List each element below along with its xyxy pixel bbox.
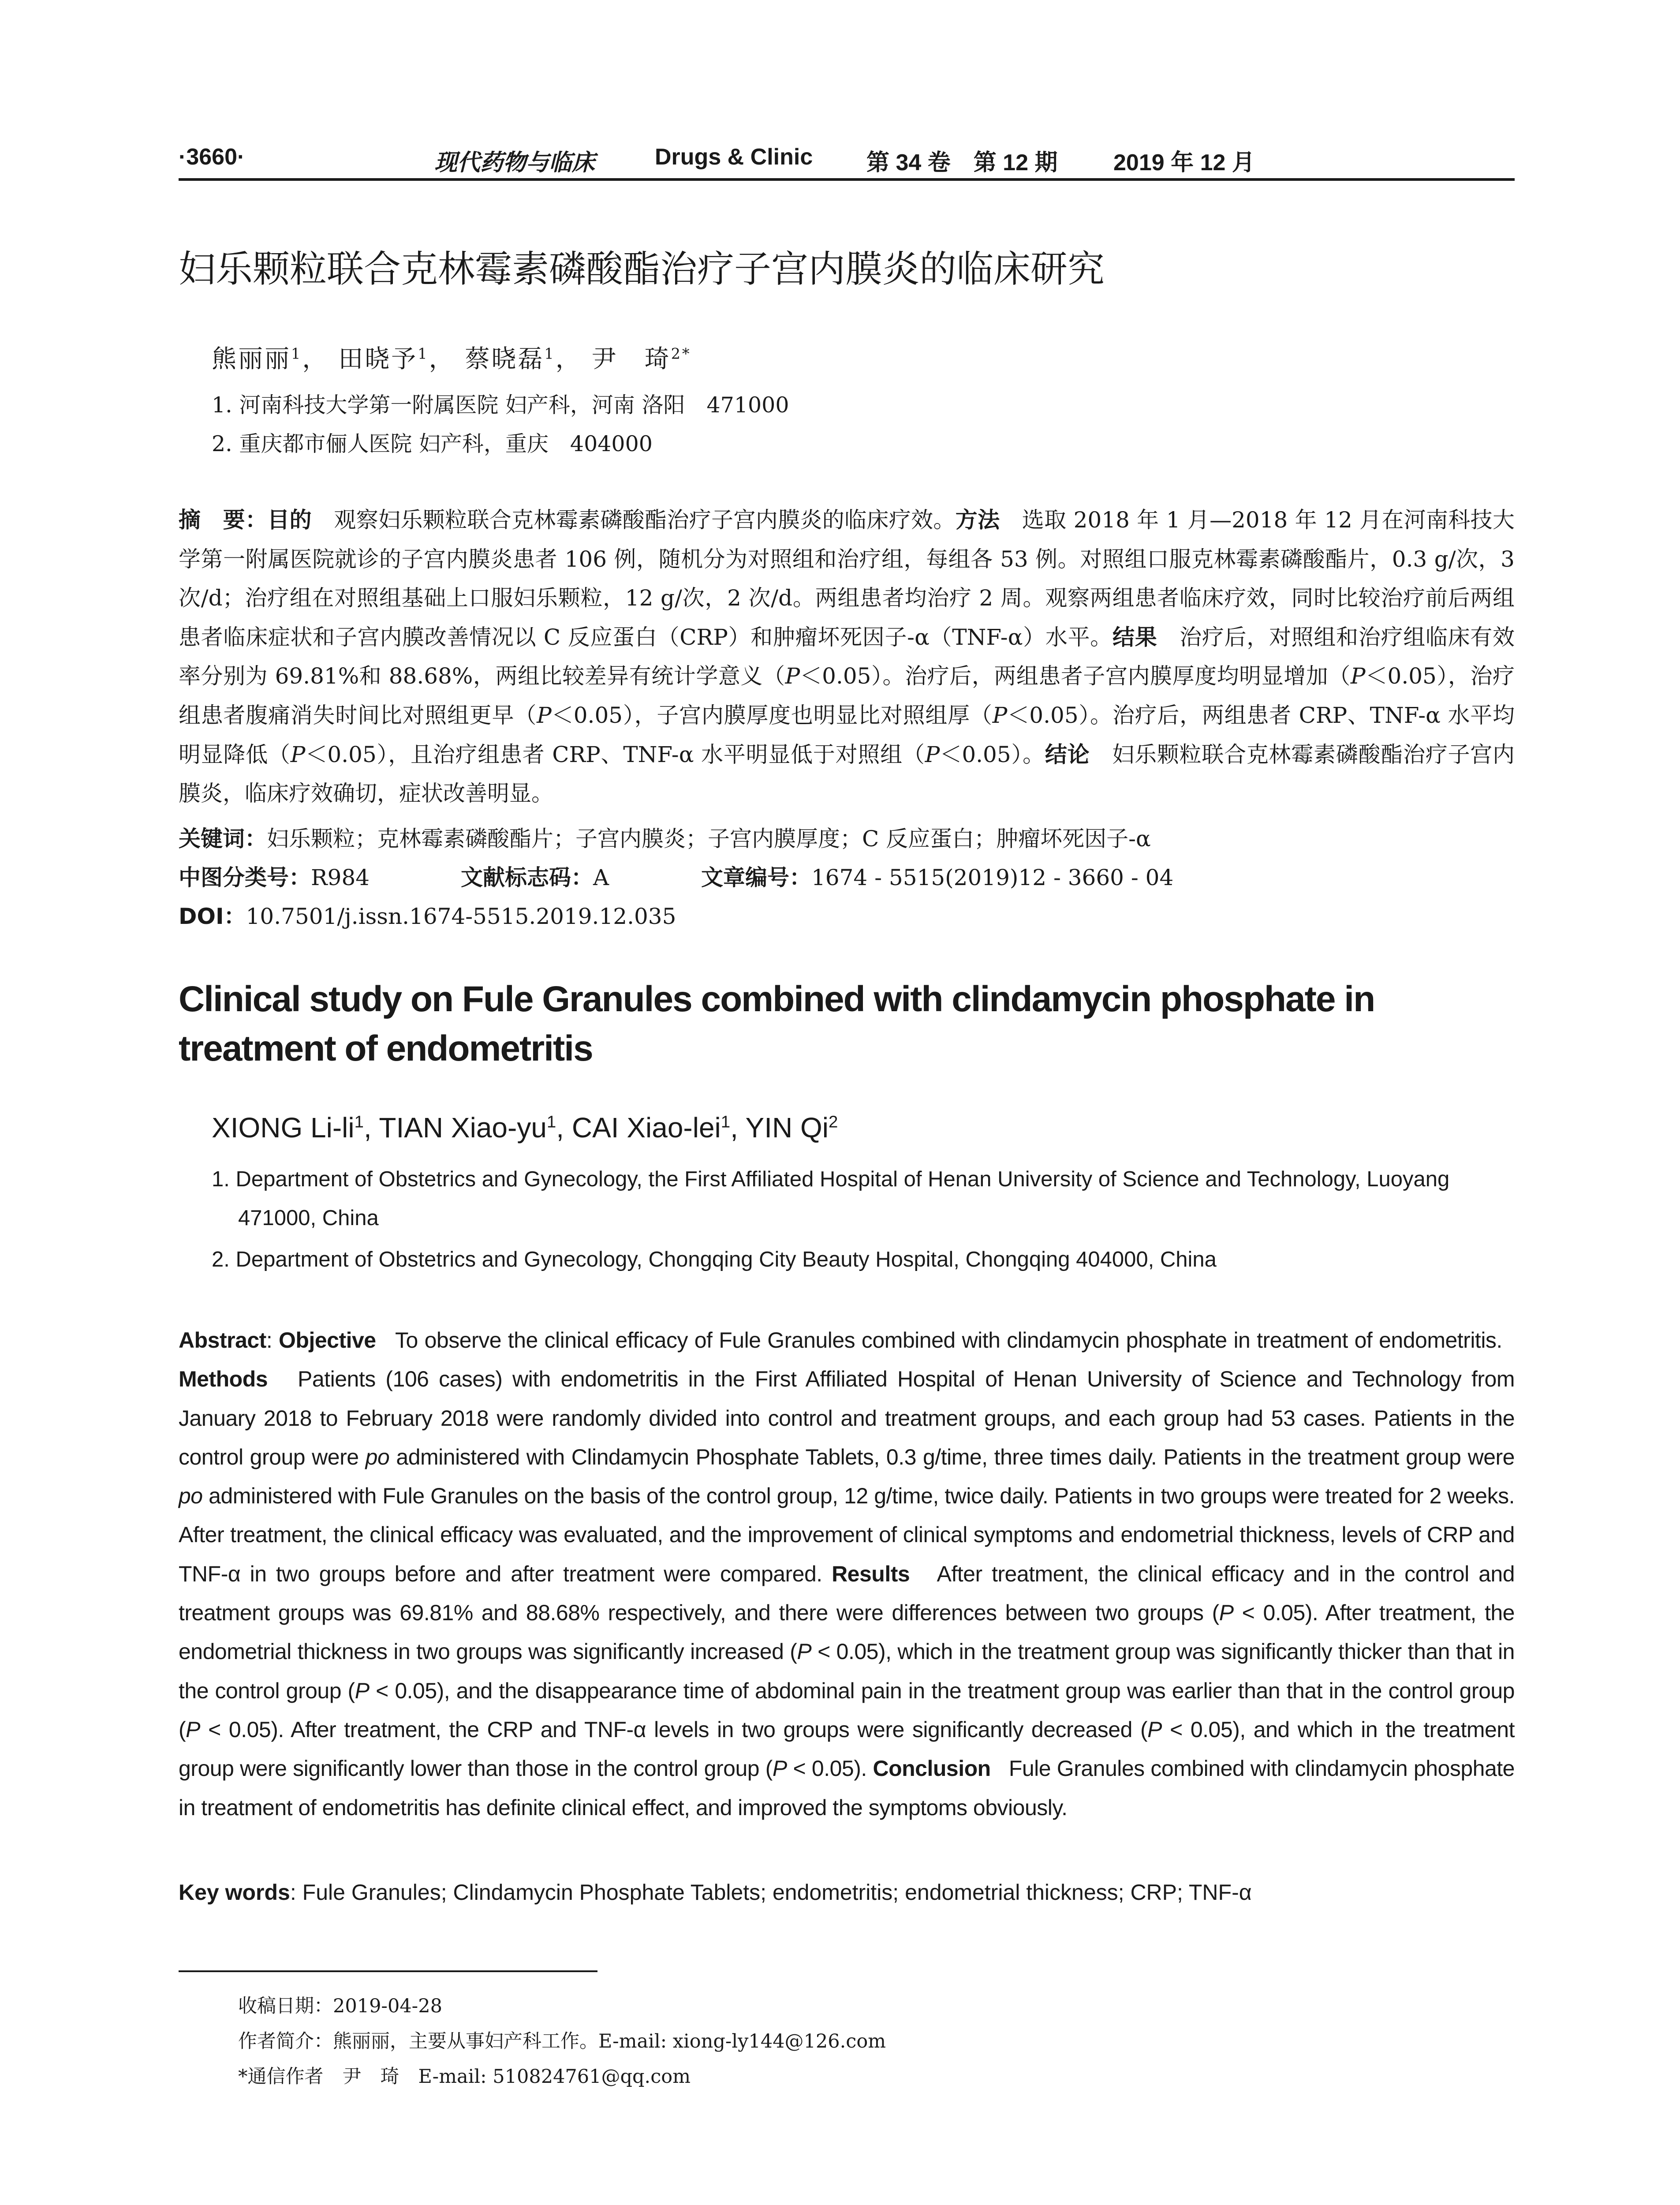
results-text: ＜0.05），子宫内膜厚度也明显比对照组厚（	[551, 702, 993, 728]
conclusion-label: Conclusion	[873, 1756, 991, 1781]
p-value-symbol: P	[186, 1717, 201, 1742]
article-number-value: 1674 - 5515(2019)12 - 3660 - 04	[811, 865, 1174, 890]
results-text: 治疗后，对照组和治疗组临床有效率分别为 69.81%和 88.68%，两组比较差异有统计学意义（	[179, 624, 1515, 689]
doi-label: DOI：	[179, 904, 246, 929]
author-name: 熊丽丽	[212, 345, 291, 374]
keywords-label: Key words	[179, 1880, 290, 1905]
author-affiliation-mark: 2*	[671, 345, 691, 363]
affiliation-en-1	[212, 1160, 1515, 1237]
p-value-symbol: P	[1147, 1717, 1162, 1742]
document-code	[461, 860, 609, 892]
author-list-en: XIONG $Li-li^1$, TIAN Xiao-$yu^1$, CAI Xiao-lei$^1$, YIN Qi$^2$	[212, 1112, 838, 1144]
author-affiliation-mark: 1	[544, 345, 556, 363]
article-title-en: Clinical study on Fule Granules combined with clindamycin phosphate in treatment of endometritis	[179, 979, 1375, 1069]
author-name: CAI Xiao-lei	[571, 1112, 721, 1144]
affiliation-en-2: 2. Department of Obstetrics and Gynecology, Chongqing City Beauty Hospital, Chongqing 404000, China	[212, 1248, 1217, 1271]
p-value-symbol: P	[772, 1756, 787, 1781]
affiliation-en-1-line2: 471000, China	[238, 1206, 379, 1230]
objective-text: 观察妇乐颗粒联合克林霉素磷酸酯治疗子宫内膜炎的临床疗效。	[334, 507, 956, 533]
issue-date: 2019 年 12 月	[1113, 150, 1255, 176]
affiliation-cn-2: 2. 重庆都市俪人医院 妇产科，重庆 404000	[212, 431, 653, 456]
methods-label: 方法	[955, 507, 1000, 533]
p-value-symbol: P	[1350, 663, 1366, 689]
p-value-symbol: P	[925, 741, 940, 767]
author-affiliation-mark: 1	[546, 1112, 556, 1132]
results-text: After treatment, the clinical efficacy and in the control and treatment groups was 69.81% and 88.68% respectively, and there were differences between two groups (	[179, 1561, 1515, 1626]
volume-issue: 第 34 卷 第 12 期	[866, 150, 1058, 176]
affiliation-cn-1: 1. 河南科技大学第一附属医院 妇产科，河南 洛阳 471000	[212, 392, 789, 418]
author-name: 田晓予	[338, 345, 418, 374]
p-value-symbol: P	[1219, 1600, 1234, 1626]
footnote-received-date: 收稿日期：2019-04-28	[238, 1995, 442, 2017]
footnote-corresponding-author: *通信作者 尹 琦 E-mail: 510824761@qq.com	[238, 2066, 691, 2088]
methods-text: 选取 2018 年 1 月—2018 年 12 月在河南科技大学第一附属医院就诊的子宫内膜炎患者 106 例，随机分为对照组和治疗组，每组各 53 例。对照组口服克林霉素磷酸酯片，0.3 g/次，3 次/d；治疗组在对照组基础上口服妇乐颗粒，12 g/次，2 次/d。两组患者均治疗 2 周。观察两组患者临床疗效，同时比较治疗前后两组患者临床症状和子宫内膜改善情况以 C 反应蛋白（CRP）和肿瘤坏死因子-α（TNF-α）水平。	[179, 507, 1515, 650]
abstract-label: 摘 要：	[179, 507, 268, 533]
author-name: XIONG Li-li	[212, 1112, 355, 1144]
results-text: < 0.05). After treatment, the endometrial thickness in two groups was significantly increased (	[179, 1600, 1515, 1664]
results-text: < 0.05), which in the treatment group was significantly thicker than that in the control group (	[179, 1639, 1515, 1703]
methods-text: Patients (106 cases) with endometritis in the First Affiliated Hospital of Henan University of Science and Technology from January 2018 to February 2018 were randomly divided into control and treatment groups, and each group had 53 cases. Patients in the control group were	[179, 1367, 1515, 1469]
p-value-symbol: P	[290, 741, 306, 767]
author-name: YIN Qi	[745, 1112, 829, 1144]
results-text: < 0.05). After treatment, the CRP and TNF-α levels in two groups were significantly decreased (	[208, 1717, 1148, 1742]
author-name: TIAN Xiao-yu	[379, 1112, 547, 1144]
results-label: Results	[832, 1561, 910, 1586]
keywords-en: Key words: Fule Granules; Clindamycin Phosphate Tablets; endometritis; endometrial thickness; CRP; TNF-α	[179, 1880, 1252, 1905]
author-affiliation-mark: 2	[828, 1112, 838, 1132]
po-term: po	[365, 1444, 390, 1469]
author-affiliation-mark: 1	[418, 345, 429, 363]
p-value-symbol: P	[785, 663, 800, 689]
objective-text: To observe the clinical efficacy of Fule Granules combined with clindamycin phosphate in treatment of endometritis.	[395, 1328, 1502, 1353]
abstract-en: Abstract: Objective To observe the clinical efficacy of Fule Granules combined with clindamycin phosphate in treatment of endometritis. Methods Patients (106 cases) with endometritis in the First Affiliated Hospital of Henan University of Science and Technology from January 2018 to February 2018 were randomly divided into control and treatment groups, and each group had 53 cases. Patients in the control group were po administered with Clindamycin Phosphate Tablets, 0.3 g/time, three times daily. Patients in the treatment group were po administered with Fule Granules on the basis of the control group, 12 g/time, twice daily. Patients in two groups were treated for 2 weeks. After treatment, the clinical efficacy was evaluated, and the improvement of clinical symptoms and endometrial thickness, levels of CRP and TNF-α in two groups before and after treatment were compared. Results After treatment, the clinical efficacy and in the control and treatment groups was 69.81% and 88.68% respectively, and there were differences between two groups (P < 0.05). After treatment, the endometrial thickness in two groups was significantly increased (P < 0.05), which in the treatment group was significantly thicker than that in the control group (P < 0.05), and the disappearance time of abdominal pain in the treatment group was earlier than that in the control group (P < 0.05). After treatment, the CRP and TNF-α levels in two groups were significantly decreased (P < 0.05), and which in the treatment group were significantly lower than those in the control group (P < 0.05). Conclusion Fule Granules combined with clindamycin phosphate in treatment of endometritis has definite clinical effect, and improved the symptoms obviously.	[179, 1328, 1515, 1820]
author-affiliation-mark: 1	[721, 1112, 731, 1132]
objective-label: 目的	[267, 507, 312, 533]
clc-number	[179, 860, 370, 892]
abstract-cn	[179, 501, 1515, 813]
keywords-cn	[179, 821, 1151, 853]
clc-value: R984	[311, 865, 370, 890]
journal-name-cn: 现代药物与临床	[434, 149, 595, 176]
footnote-author-bio: 作者简介：熊丽丽，主要从事妇产科工作。E-mail: xiong-ly144@126.com	[238, 2030, 886, 2052]
po-term: po	[179, 1484, 203, 1509]
page-number: ·3660·	[179, 144, 245, 170]
p-value-symbol: P	[992, 702, 1008, 728]
affiliation-en-1-line1: 1. Department of Obstetrics and Gynecology, the First Affiliated Hospital of Henan University of Science and Technology, Luoyang	[212, 1167, 1450, 1191]
methods-text: administered with Fule Granules on the basis of the control group, 12 g/time, twice daily. Patients in two groups were treated for 2 weeks. After treatment, the clinical efficacy was evaluated, and the improvement of clinical symptoms and endometrial thickness, levels of CRP and TNF-α in two groups before and after treatment were compared.	[179, 1484, 1515, 1586]
conclusion-label: 结论	[1045, 741, 1090, 767]
article-number	[701, 860, 1173, 892]
doi-line	[179, 899, 676, 931]
author-affiliation-mark: 1	[354, 1112, 364, 1132]
results-text: < 0.05), and which in the treatment group were significantly lower than those in the control group (	[179, 1717, 1515, 1781]
clc-label: 中图分类号：	[179, 865, 311, 890]
abstract-label: Abstract	[179, 1328, 266, 1353]
article-number-label: 文章编号：	[701, 865, 811, 890]
conclusion-text: Fule Granules combined with clindamycin phosphate in treatment of endometritis has definite clinical effect, and improved the symptoms obviously.	[179, 1756, 1515, 1820]
conclusion-text: 妇乐颗粒联合克林霉素磷酸酯治疗子宫内膜炎，临床疗效确切，症状改善明显。	[179, 741, 1515, 807]
journal-name-en: Drugs & Clinic	[655, 144, 813, 170]
p-value-symbol: P	[355, 1678, 370, 1703]
footnote-divider	[179, 1970, 597, 1972]
results-text: ＜0.05），治疗组患者腹痛消失时间比对照组更早（	[179, 663, 1515, 728]
author-name: 尹 琦	[591, 345, 671, 374]
document-code-label: 文献标志码：	[461, 865, 593, 890]
objective-label: Objective	[279, 1328, 376, 1353]
results-text: ＜0.05），且治疗组患者 CRP、TNF-α 水平明显低于对照组（	[305, 741, 925, 767]
keywords-text: Fule Granules; Clindamycin Phosphate Tablets; endometritis; endometrial thickness; CRP; TNF-α	[302, 1880, 1252, 1905]
document-code-value: A	[593, 865, 609, 890]
results-label: 结果	[1113, 624, 1157, 650]
results-text: ＜0.05）。	[940, 741, 1045, 767]
p-value-symbol: P	[797, 1639, 812, 1664]
methods-label: Methods	[179, 1367, 268, 1392]
author-list-cn: 熊丽丽$^1$， 田晓予$^1$， 蔡晓磊$^1$， 尹 琦$^{2*}$	[212, 345, 691, 374]
author-affiliation-mark: 1	[291, 345, 302, 363]
p-value-symbol: P	[537, 702, 552, 728]
results-text: ＜0.05）。治疗后，两组患者子宫内膜厚度均明显增加（	[800, 663, 1351, 689]
article-title-cn: 妇乐颗粒联合克林霉素磷酸酯治疗子宫内膜炎的临床研究	[179, 247, 1105, 291]
running-header	[179, 140, 1515, 181]
results-text: < 0.05), and the disappearance time of abdominal pain in the treatment group was earlier than that in the control group (	[179, 1678, 1515, 1742]
keywords-text: 妇乐颗粒；克林霉素磷酸酯片；子宫内膜炎；子宫内膜厚度；C 反应蛋白；肿瘤坏死因子-α	[267, 826, 1151, 852]
results-text: < 0.05).	[793, 1756, 867, 1781]
doi-value: 10.7501/j.issn.1674-5515.2019.12.035	[246, 904, 676, 929]
results-text: ＜0.05）。治疗后，两组患者 CRP、TNF-α 水平均明显降低（	[179, 702, 1515, 767]
methods-text: administered with Clindamycin Phosphate Tablets, 0.3 g/time, three times daily. Patients in the treatment group were	[396, 1444, 1515, 1469]
keywords-label: 关键词：	[179, 826, 267, 852]
author-name: 蔡晓磊	[465, 345, 545, 374]
